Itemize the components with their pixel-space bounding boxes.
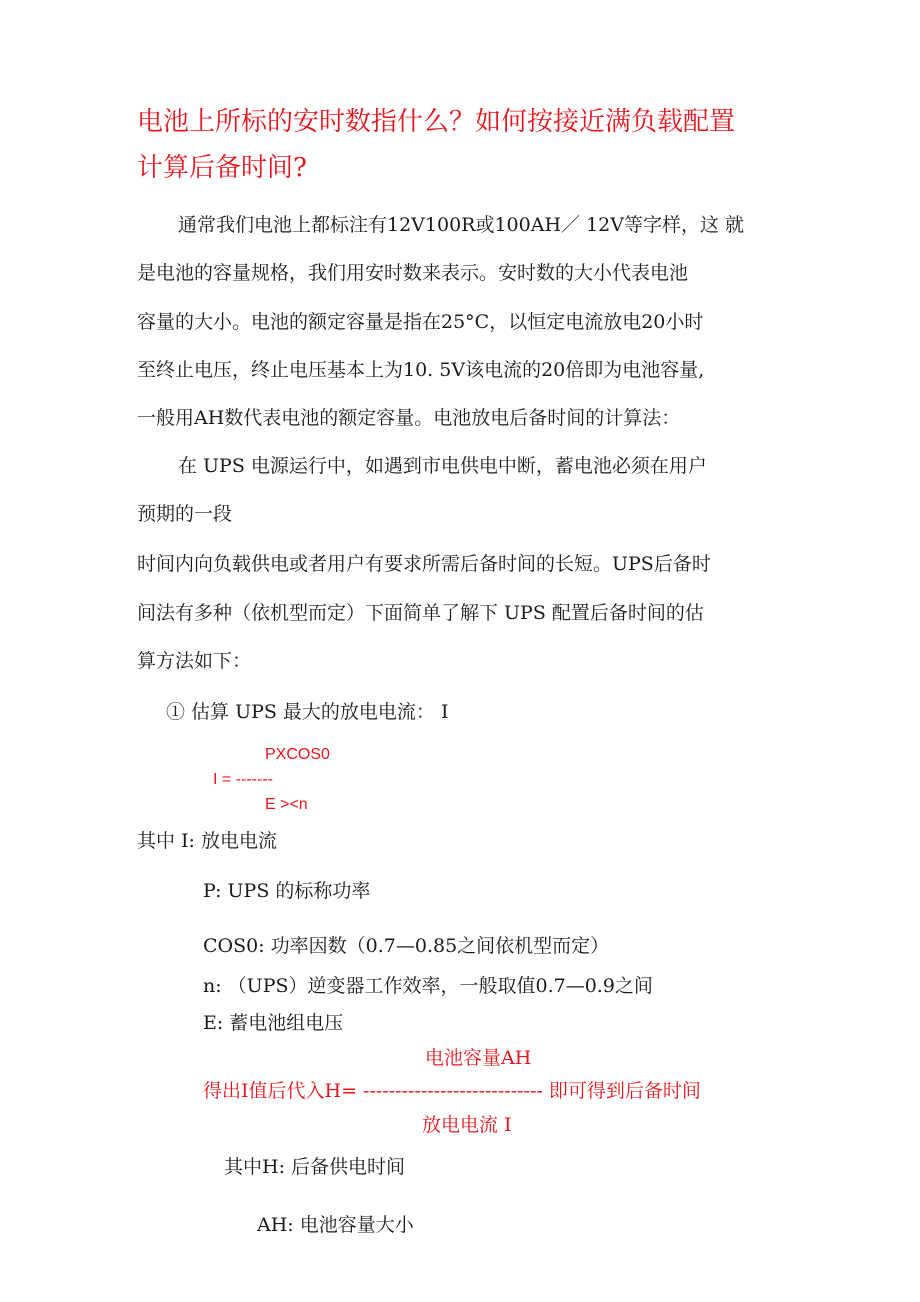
paragraph-1-line-4: 至终止电压，终止电压基本上为10. 5V该电流的20倍即为电池容量, <box>137 359 705 381</box>
paragraph-1-line-2: 是电池的容量规格，我们用安时数来表示。安时数的大小代表电池 <box>137 262 689 284</box>
definition-i: 其中 I: 放电电流 <box>137 830 277 852</box>
definition-h: 其中H: 后备供电时间 <box>224 1156 406 1178</box>
paragraph-1-line-1: 通常我们电池上都标注有12V100R或100AH／ 12V等字样，这 就 <box>178 214 745 236</box>
document-title-line-1: 电池上所标的安时数指什么？如何按接近满负载配置 <box>137 107 736 137</box>
document-title-line-2: 计算后备时间? <box>137 153 307 183</box>
paragraph-3-line-2: 间法有多种（依机型而定）下面简单了解下 UPS 配置后备时间的估 <box>137 602 704 624</box>
paragraph-3-line-1: 时间内向负载供电或者用户有要求所需后备时间的长短。UPS后备时 <box>137 553 711 575</box>
paragraph-3-line-3: 算方法如下： <box>137 650 252 672</box>
paragraph-1-line-3: 容量的大小。电池的额定容量是指在25°C，以恒定电流放电20小时 <box>137 311 704 333</box>
definition-e: E: 蓄电池组电压 <box>203 1012 344 1034</box>
paragraph-2-line-1: 在 UPS 电源运行中，如遇到市电供电中断，蓄电池必须在用户 <box>178 455 707 477</box>
paragraph-1-line-5: 一般用AH数代表电池的额定容量。电池放电后备时间的计算法： <box>137 407 681 429</box>
step-1-heading: ① 估算 UPS 最大的放电电流： I <box>166 701 449 723</box>
formula-1-denominator: E ><n <box>265 796 308 813</box>
formula-1-lhs: I = ------- <box>213 771 273 788</box>
formula-2-denominator: 放电电流 I <box>422 1114 512 1136</box>
definition-n: n: （UPS）逆变器工作效率，一般取值0.7—0.9之间 <box>203 975 653 997</box>
definition-cos: COS0: 功率因数（0.7—0.85之间依机型而定） <box>203 935 610 957</box>
paragraph-2-line-2: 预期的一段 <box>137 503 233 525</box>
definition-ah: AH: 电池容量大小 <box>257 1214 414 1236</box>
formula-1-numerator: PXCOS0 <box>265 746 330 763</box>
definition-p: P: UPS 的标称功率 <box>203 880 371 902</box>
formula-2-line: 得出I值后代入H= ---------------------------- 即可得到后备时间 <box>203 1080 701 1102</box>
formula-2-numerator: 电池容量AH <box>425 1047 532 1069</box>
